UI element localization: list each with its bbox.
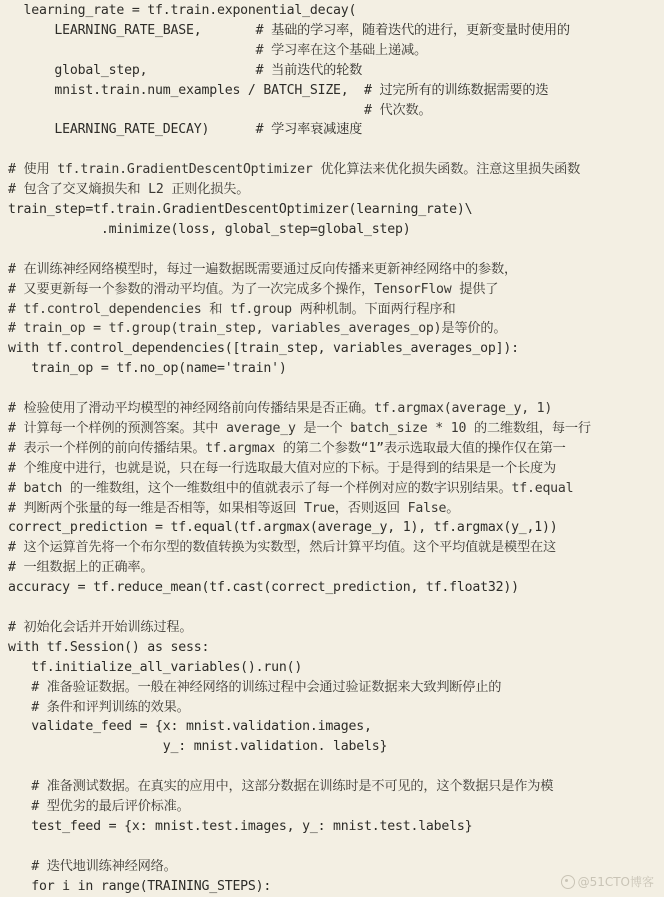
- code-line: train_op = tf.no_op(name='train'): [8, 361, 287, 377]
- code-line: # 使用 tf.train.GradientDescentOptimizer 优化算法来优化损失函数。注意这里损失函数: [8, 162, 581, 178]
- code-line: # 学习率在这个基础上递减。: [8, 42, 427, 58]
- code-line: test_feed = {x: mnist.test.images, y_: mnist.test.labels}: [8, 818, 473, 834]
- code-line: # 个维度中进行，也就是说，只在每一行选取最大值对应的下标。于是得到的结果是一个长度为: [8, 460, 556, 476]
- code-line: # 一组数据上的正确率。: [8, 560, 154, 576]
- code-line: # 检验使用了滑动平均模型的神经网络前向传播结果是否正确。tf.argmax(average_y, 1): [8, 401, 553, 416]
- code-line: # 准备测试数据。在真实的应用中，这部分数据在训练时是不可见的，这个数据只是作为模: [8, 779, 554, 795]
- code-line: # 型优劣的最后评价标准。: [8, 799, 190, 814]
- code-line: # 准备验证数据。一般在神经网络的训练过程中会通过验证数据来大致判断停止的: [8, 679, 502, 695]
- code-line: # 初始化会话并开始训练过程。: [8, 619, 193, 635]
- watermark-logo-icon: [561, 875, 575, 889]
- code-line: # 条件和评判训练的效果。: [8, 699, 190, 715]
- code-line: .minimize(loss, global_step=global_step): [8, 221, 411, 237]
- code-line: # 这个运算首先将一个布尔型的数值转换为实数型，然后计算平均值。这个平均值就是模型在这: [8, 540, 556, 556]
- code-line: learning_rate = tf.train.exponential_decay(: [8, 3, 357, 18]
- code-line: with tf.control_dependencies([train_step, variables_averages_op]):: [8, 341, 519, 357]
- code-line: validate_feed = {x: mnist.validation.images,: [8, 719, 372, 735]
- code-line: train_step=tf.train.GradientDescentOptimizer(learning_rate)\: [8, 202, 473, 217]
- code-line: y_: mnist.validation. labels}: [8, 739, 388, 755]
- code-line: # 代次数。: [8, 102, 432, 118]
- code-line: mnist.train.num_examples / BATCH_SIZE, # 过完所有的训练数据需要的迭: [8, 82, 549, 98]
- code-line: LEARNING_RATE_BASE, # 基础的学习率，随着迭代的进行，更新变量时使用的: [8, 22, 570, 38]
- code-line: # 计算每一个样例的预测答案。其中 average_y 是一个 batch_size * 10 的二维数组，每一行: [8, 420, 591, 436]
- code-line: with tf.Session() as sess:: [8, 639, 210, 655]
- code-line: # train_op = tf.group(train_step, variables_averages_op)是等价的。: [8, 321, 507, 337]
- code-line: # 表示一个样例的前向传播结果。tf.argmax 的第二个参数“1”表示选取最大值的操作仅在第一: [8, 440, 566, 456]
- code-line: tf.initialize_all_variables().run(): [8, 659, 303, 675]
- watermark-text: @51CTO博客: [577, 875, 654, 889]
- code-line: accuracy = tf.reduce_mean(tf.cast(correct_prediction, tf.float32)): [8, 580, 519, 596]
- code-line: global_step, # 当前迭代的轮数: [8, 62, 363, 78]
- code-line: # 判断两个张量的每一维是否相等，如果相等返回 True，否则返回 False。: [8, 500, 460, 516]
- code-line: for i in range(TRAINING_STEPS):: [8, 878, 272, 894]
- code-line: # 迭代地训练神经网络。: [8, 858, 177, 874]
- code-line: # 包含了交叉熵损失和 L2 正则化损失。: [8, 182, 250, 198]
- watermark: [561, 873, 654, 890]
- code-line: # batch 的一维数组，这个一维数组中的值就表示了每一个样例对应的数字识别结果。tf.equal: [8, 480, 574, 496]
- code-line: # 又要更新每一个参数的滑动平均值。为了一次完成多个操作，TensorFlow 提供了: [8, 281, 499, 297]
- code-line: LEARNING_RATE_DECAY) # 学习率衰减速度: [8, 122, 363, 138]
- code-line: # 在训练神经网络模型时，每过一遍数据既需要通过反向传播来更新神经网络中的参数，: [8, 261, 518, 277]
- code-line: # tf.control_dependencies 和 tf.group 两种机制。下面两行程序和: [8, 301, 456, 317]
- code-line: correct_prediction = tf.equal(tf.argmax(average_y, 1), tf.argmax(y_,1)): [8, 520, 558, 536]
